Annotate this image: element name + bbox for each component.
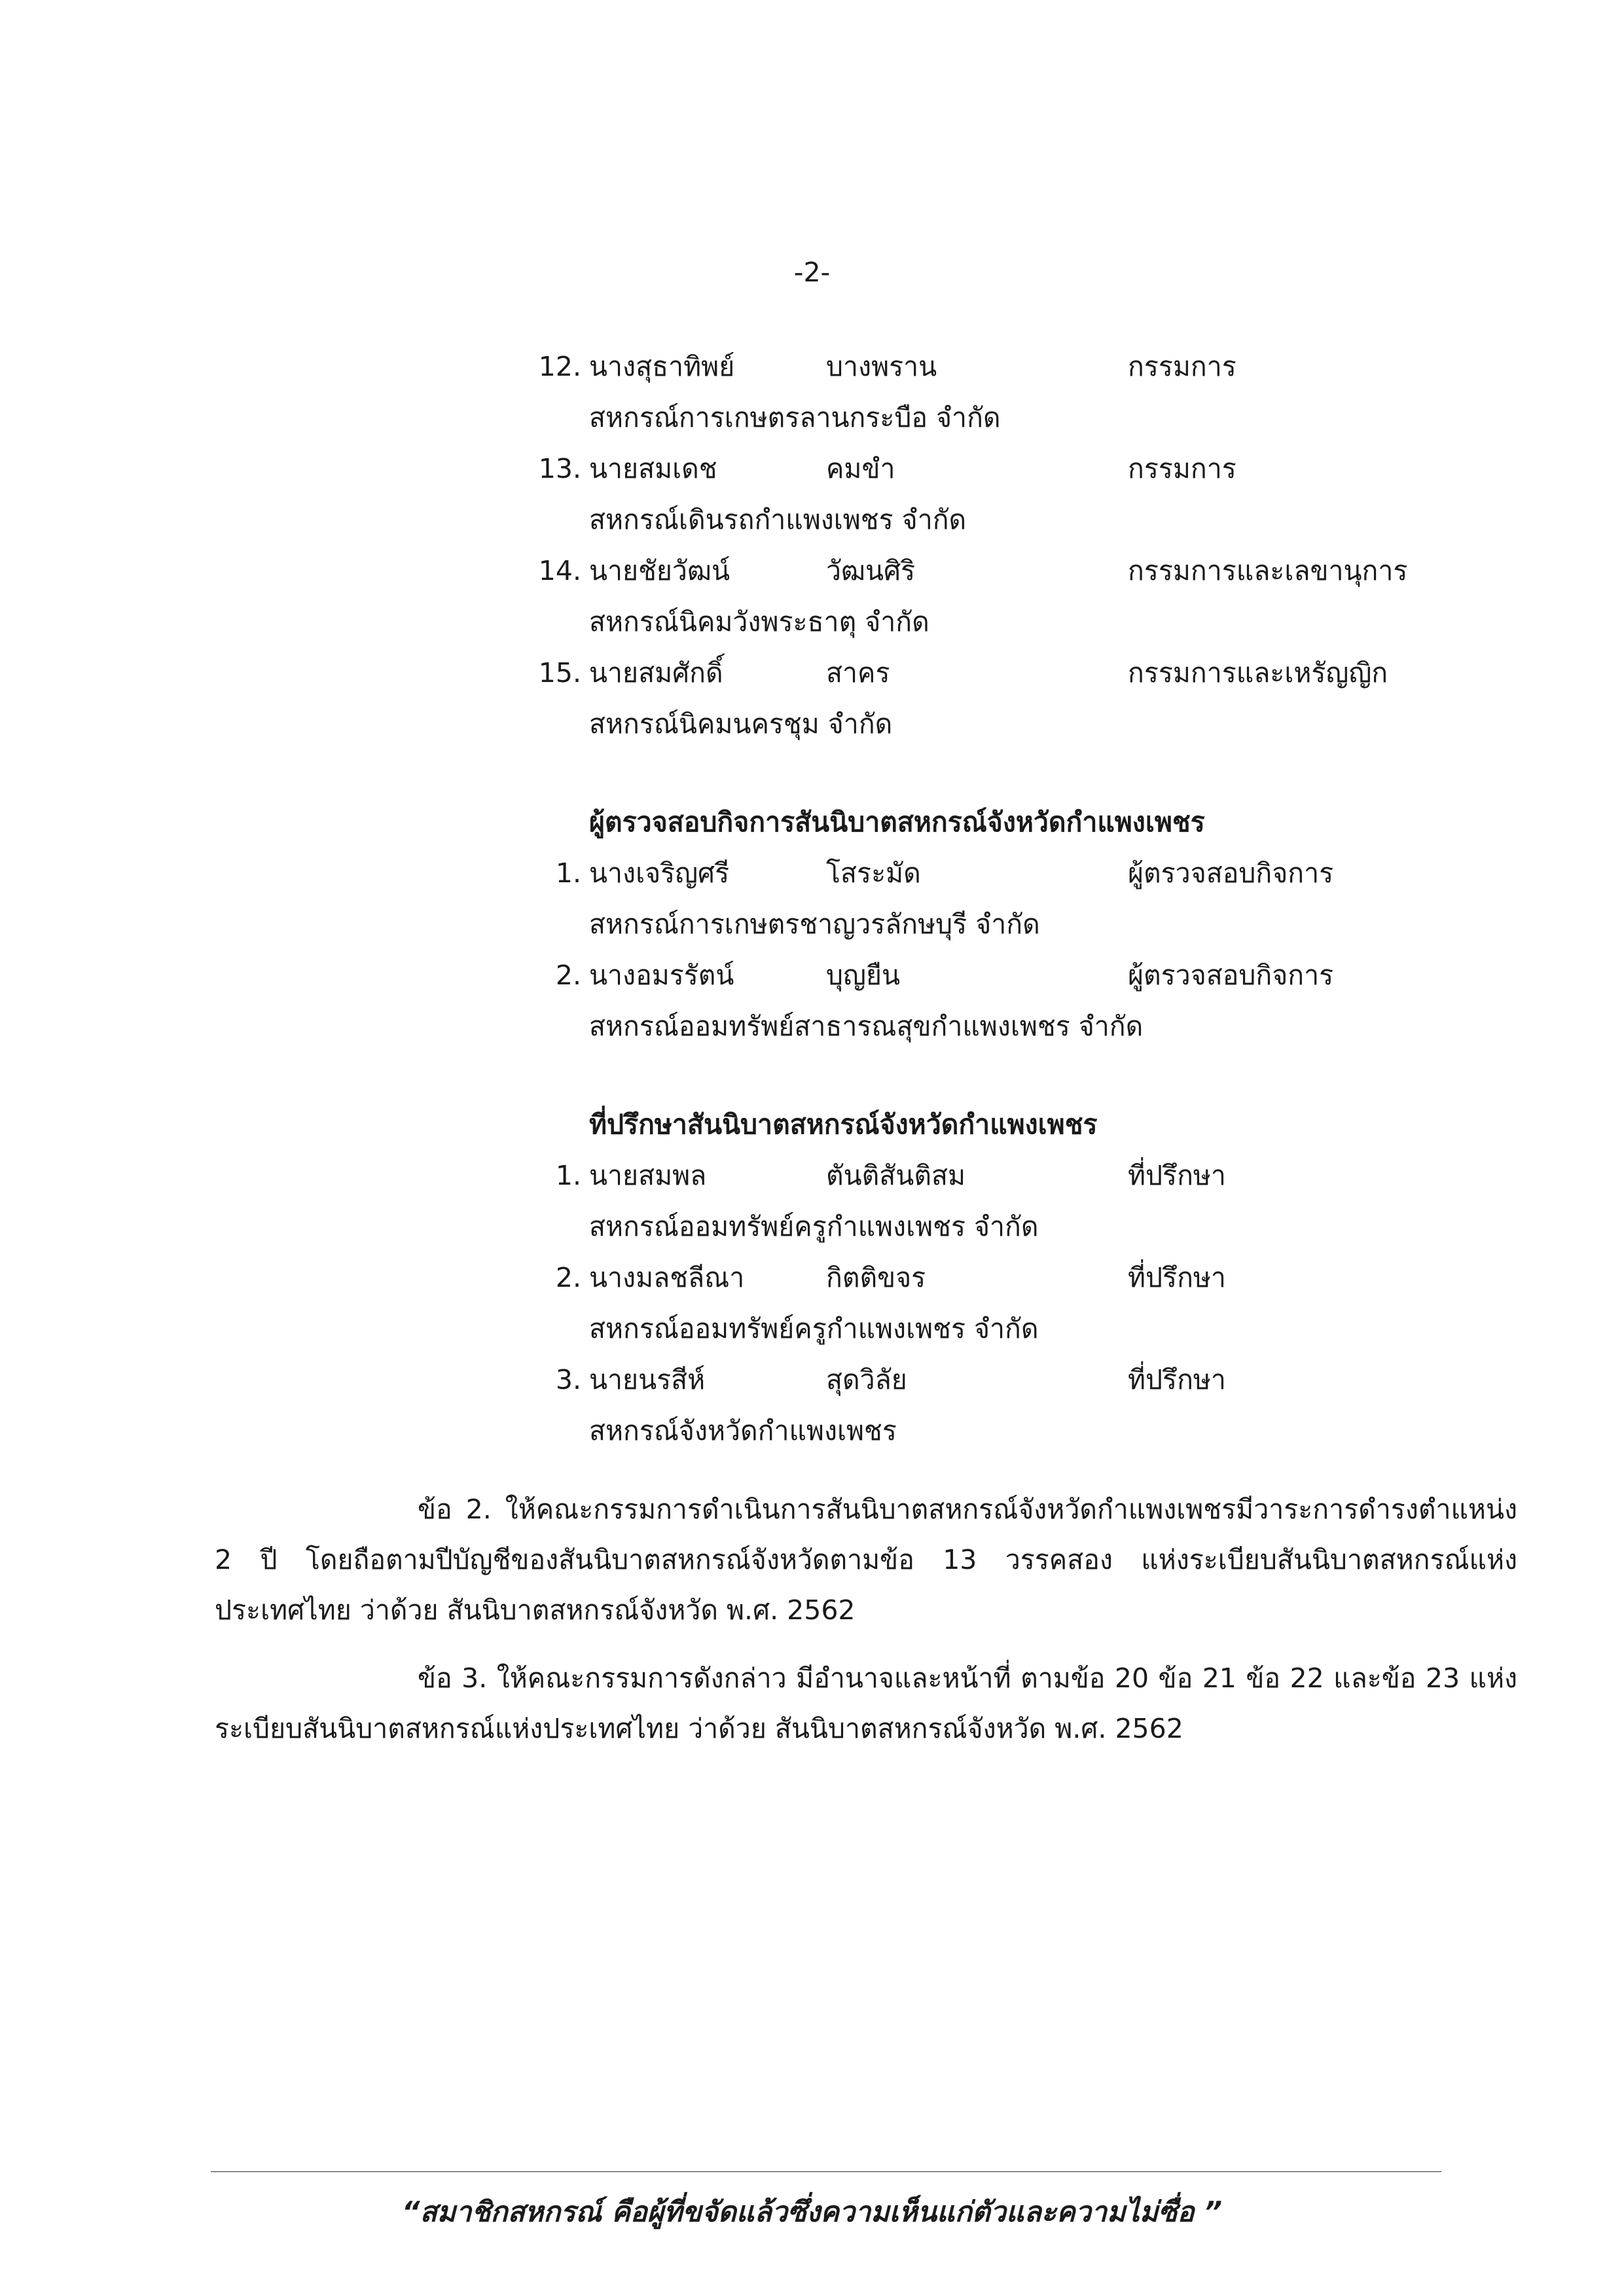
advisor-row xyxy=(0,1360,1624,1399)
advisor-number: 2. xyxy=(555,1262,581,1293)
member-row xyxy=(0,449,1624,488)
advisor-role: ที่ปรึกษา xyxy=(1128,1160,1226,1191)
member-role: กรรมการ xyxy=(1128,453,1236,484)
advisor-organization-row xyxy=(0,1207,1624,1246)
advisor-last-name: สุดวิลัย xyxy=(826,1364,907,1395)
member-last-name: บางพราน xyxy=(826,351,937,382)
auditor-last-name: บุญยืน xyxy=(826,960,901,991)
member-last-name: สาคร xyxy=(826,657,890,689)
auditor-last-name: โสระมัด xyxy=(826,857,921,889)
advisor-last-name: ตันติสันติสม xyxy=(826,1160,966,1191)
member-organization: สหกรณ์นิคมนครชุม จำกัด xyxy=(589,708,893,740)
member-first-name: นายสมศักดิ์ xyxy=(589,657,723,689)
advisor-organization-row xyxy=(0,1309,1624,1348)
advisor-organization: สหกรณ์จังหวัดกำแพงเพชร xyxy=(589,1415,897,1446)
auditor-organization-row xyxy=(0,905,1624,944)
member-first-name: นายสมเดช xyxy=(589,453,717,484)
member-last-name: วัฒนศิริ xyxy=(826,555,916,586)
member-row xyxy=(0,653,1624,692)
advisor-number: 3. xyxy=(555,1364,581,1395)
member-number: 12. xyxy=(538,351,581,382)
advisor-role: ที่ปรึกษา xyxy=(1128,1262,1226,1293)
auditor-organization-row xyxy=(0,1007,1624,1046)
auditor-role: ผู้ตรวจสอบกิจการ xyxy=(1128,857,1334,889)
auditor-organization: สหกรณ์การเกษตรชาญวรลักษบุรี จำกัด xyxy=(589,908,1040,940)
auditor-row xyxy=(0,853,1624,893)
advisor-row xyxy=(0,1156,1624,1195)
member-organization-row xyxy=(0,602,1624,641)
member-role: กรรมการและเหรัญญิก xyxy=(1128,657,1388,689)
member-organization-row xyxy=(0,398,1624,437)
advisor-first-name: นายสมพล xyxy=(589,1160,707,1191)
advisor-number: 1. xyxy=(555,1160,581,1191)
member-role: กรรมการและเลขานุการ xyxy=(1128,555,1408,586)
member-first-name: นายชัยวัฒน์ xyxy=(589,555,731,586)
advisor-organization: สหกรณ์ออมทรัพย์ครูกำแพงเพชร จำกัด xyxy=(589,1313,1039,1344)
member-number: 15. xyxy=(538,657,581,689)
member-role: กรรมการ xyxy=(1128,351,1236,382)
auditor-number: 2. xyxy=(555,960,581,991)
member-row xyxy=(0,347,1624,386)
clause-2-paragraph xyxy=(215,1484,1517,1636)
footer-motto: “สมาชิกสหกรณ์ คือผู้ที่ขจัดแล้วซึ่งความเห็นแก่ตัวและความไม่ซื่อ ” xyxy=(401,2196,1223,2229)
auditor-number: 1. xyxy=(555,857,581,889)
advisor-organization-row xyxy=(0,1411,1624,1450)
member-row xyxy=(0,551,1624,590)
advisors-heading: ที่ปรึกษาสันนิบาตสหกรณ์จังหวัดกำแพงเพชร xyxy=(589,1109,1098,1140)
page-number: -2- xyxy=(793,257,831,288)
auditor-role: ผู้ตรวจสอบกิจการ xyxy=(1128,960,1334,991)
auditor-organization: สหกรณ์ออมทรัพย์สาธารณสุขกำแพงเพชร จำกัด xyxy=(589,1011,1144,1042)
member-last-name: คมขำ xyxy=(826,453,895,484)
auditor-first-name: นางเจริญศรี xyxy=(589,857,730,889)
advisor-last-name: กิตติขจร xyxy=(826,1262,926,1293)
member-organization-row xyxy=(0,704,1624,744)
auditors-heading: ผู้ตรวจสอบกิจการสันนิบาตสหกรณ์จังหวัดกำแพงเพชร xyxy=(589,806,1205,838)
advisor-row xyxy=(0,1258,1624,1297)
member-organization: สหกรณ์การเกษตรลานกระบือ จำกัด xyxy=(589,402,1001,433)
member-number: 14. xyxy=(538,555,581,586)
footer-divider xyxy=(211,2171,1441,2172)
member-organization-row xyxy=(0,500,1624,539)
auditor-row xyxy=(0,956,1624,995)
clause-3-paragraph xyxy=(215,1653,1517,1754)
advisor-first-name: นายนรสีห์ xyxy=(589,1364,706,1395)
member-organization: สหกรณ์เดินรถกำแพงเพชร จำกัด xyxy=(589,504,967,535)
clause-2-text: ข้อ 2. ให้คณะกรรมการดำเนินการสันนิบาตสหกรณ์จังหวัดกำแพงเพชรมีวาระการดำรงตำแหน่ง 2 ปี โดยถือตามปีบัญชีของสันนิบาตสหกรณ์จังหวัดตามข้อ 13 วรรคสอง แห่งระเบียบสันนิบาตสหกรณ์แห่งประเทศไทย ว่าด้วย สันนิบาตสหกรณ์จังหวัด พ.ศ. 2562 xyxy=(215,1494,1517,1626)
advisor-first-name: นางมลชลีณา xyxy=(589,1262,745,1293)
member-first-name: นางสุธาทิพย์ xyxy=(589,351,735,382)
member-organization: สหกรณ์นิคมวังพระธาตุ จำกัด xyxy=(589,606,929,637)
auditor-first-name: นางอมรรัตน์ xyxy=(589,960,734,991)
member-number: 13. xyxy=(538,453,581,484)
clause-3-text: ข้อ 3. ให้คณะกรรมการดังกล่าว มีอำนาจและหน้าที่ ตามข้อ 20 ข้อ 21 ข้อ 22 และข้อ 23 แห่งระเบียบสันนิบาตสหกรณ์แห่งประเทศไทย ว่าด้วย สันนิบาตสหกรณ์จังหวัด พ.ศ. 2562 xyxy=(215,1662,1517,1744)
advisor-organization: สหกรณ์ออมทรัพย์ครูกำแพงเพชร จำกัด xyxy=(589,1211,1039,1242)
advisor-role: ที่ปรึกษา xyxy=(1128,1364,1226,1395)
